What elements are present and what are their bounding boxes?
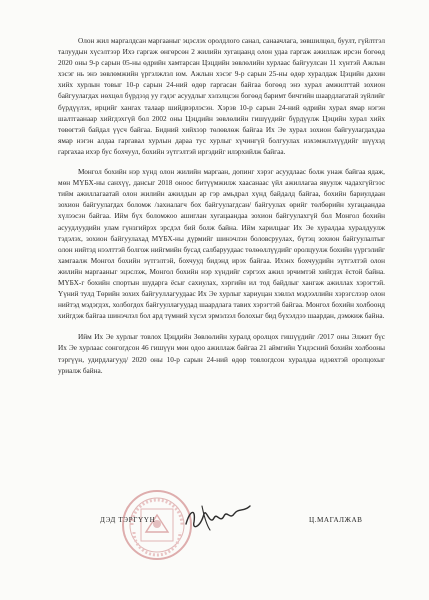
handwritten-signature [182,500,254,534]
paragraph-1: Олон жил маргалдсан маргааныг эцэслэх оролдлого санал, санаачлага, зөвшилцөл, буулт, гүйлтгэл талуудын хүсэлтээр Ихэ гаргаж өнгөрсөн 2 жилийн хугацаанд олон удаа гаргаж ажиллаж ирсэн богөөд 2020 оны 9-р сарын 05-ны өдрийн хамтарсан Цэцдийн зөвлөлийн хурлаас байгуулсан 11 хүнтэй Ажлын хэсэг нь энэ зөвлөмжийн үргэлжлэл юм. Ажлын хэсэг 9-р сарын 25-ны өдөр хуралдаж Цэцийн дахин хийх хурлын товыг 10-р сарын 24-ний өдөр гаргасан байгаа богөөд энэ хурал амжилттай зохион байгуулагдах нөхцөл бүрдээд уу гэдэг асуудлыг хэлэлцсэн богөөд баримт бичгийн шаардлагатай зүйлийг бүрдүүлэх, ирцийг хангах талаар шийдвэрлэсэн. Хэрэв 10-р сарын 24-ний өдрийн хурал ямар нэгэн шалтгаанаар хийгдэхгүй бол 2002 оны Цэцдийн зөвлөлийн гишүүдийг бүрдүүлж Цэцийн хурал хийх төвөгтэй байдал үүсч байгаа. Бидний хийхээр төлөвлөж байгаа Их Эе хурал зохион байгуулагдахдаа ямар нэгэн алдаа гаргавал хурлын дараа тус хурлыг хүчингүй болгуулах нэхэмжлэлүүдийг шүүхэд гаргахаа ихэр бус бохчуул, бохийн эүтгэлтэй иргэдийг илэрхийлж байгаа. [58,37,385,156]
letter-body [58,36,385,377]
paragraph-3: Ийм Их Эе хурлыг товлох Цэцдийн Зөвлөлийн хуралд оролцох гишүүдийг /2017 оны Элжит бүс Их Эе хурлаас сонгогдсон 46 гишүүн мөн одоо ажиллаж байгаа 21 аймгийн Үндэсний бохийн холбооны тэргүүн, удирдлагууд/ 2020 оны 10-р сарын 24-ний өдөр товлогдсон хуралдаа идэвхтэй оролцохыг уриалж байна. [58,333,385,375]
paragraph-2: Монгол бохийн нэр хүнд олон жилийн маргаан, допинг хэрэг асуудлаас болж унаж байгаа ядаж, мөн МҮБХ-ны санхүү, дансыг 2018 оноос битүүмжилж хаасанаас үйл ажиллагаа явуулж чадахгүйгээс тийм ажиллагаатай олон жилийн ажилдын ар гэр амьдрал хүнд байдалд байгаа, бохийн бариулдаан зохион байгуулагдах боломж /захиалагч бох байгуулагдсан/ байгуулах өрийг төлбөрийн хугацаандаа хүлээсэн байгаа. Ийм бүх боломжоо ашиглан хугацаандаа зохион байгуулахгүй бол Монгол бохийн асуудлуудийн улам гүнзгийрэх эрсдэл бий болж байна. Ийм харилцааг Их Эе хуралдаа хуралдуулж тэдэлэх, зохион байгуулахад МҮБХ-ны дүрмийг шинэчлэн боловсруулах, бүтэц зохион байгуулалтыг олон нийтэд нээлттэй болгож нийгмийн бусад салбаруудаас төлөөллүүдийг оролцуулж бохийн үүргэлийг хамгаалж Монгол бохийн эүтгэлтэй, бохчууд бидэнд ирэх байгаа. Ихэнх бохчуудийн эүтгэлтэй олон жилийн маргааныг эцэслэж, Монгол бохийн нэр хүндийг сэргээх ажил эрчимтэй хийгдэх ёстой байна. МҮБХ-г бохийн спортын шударга ёсыг сахиулах, хэргийн ил тод байдлыг хангаж ажиллах хэрэгтэй. Үүний тулд Төрийн зохих байгууллагуудаас Их Эе хурлыг хариуцан хэвлэл мэдээллийн хэрэгслээр олон нийтэд мэдэгдэх, холбогдох байгууллагуудад шаардлага тавих хэрэгтэй байгаа. Монгол бохийн холбоонд хийгдэж байгаа шинэчлэл бол ард түмний хүсэл эрмэлзэл болохыг бид бүхэлдээ шаардан, дэмжиж байна. [58,168,385,321]
signature-block [100,506,390,566]
signatory-name: Ц.МАГАЛЖАВ [309,516,363,524]
signatory-title: ДЭД ТЭРГҮҮН [100,516,156,524]
